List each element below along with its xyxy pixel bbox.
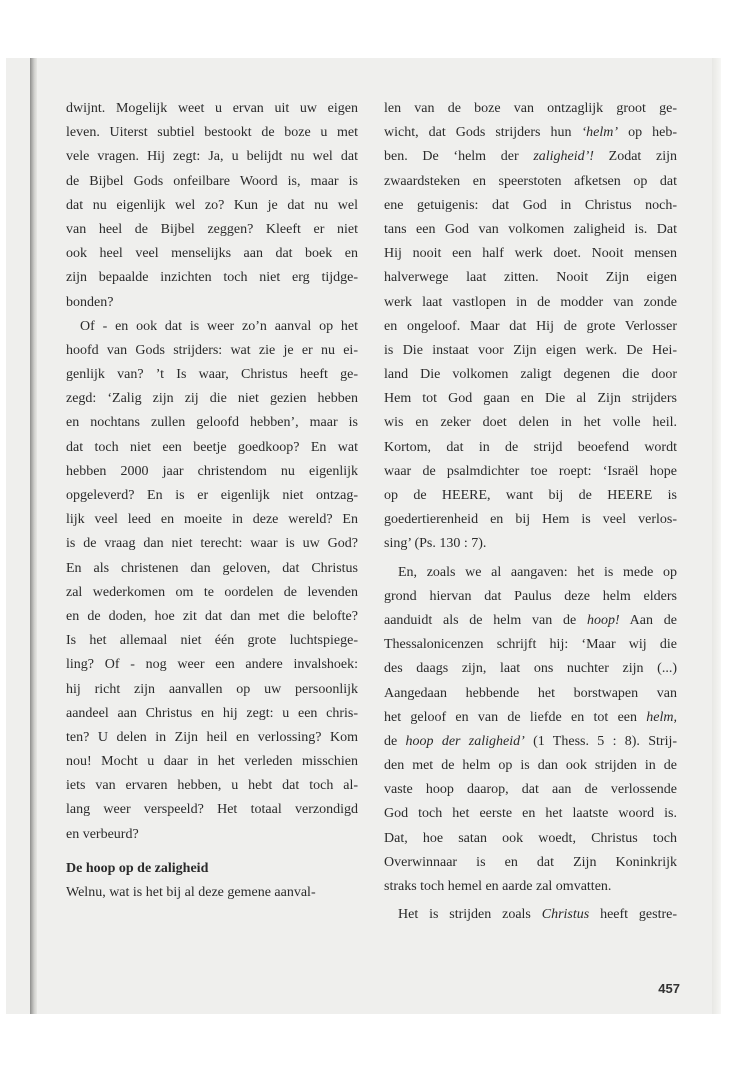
text-line: ben. De ‘helm der zaligheid’! Zodat zijn	[384, 149, 677, 165]
text-line: hij richt zijn aanvallen op uw persoonlijk	[66, 681, 358, 697]
section-heading: De hoop op de zaligheid	[66, 860, 209, 876]
text-line: ook heel veel menselijks aan dat boek en	[66, 246, 358, 262]
text-line: hebben 2000 jaar christendom nu eigenlijk	[66, 463, 358, 479]
text-line: zal wederkomen om te oordelen de levenden	[66, 584, 358, 600]
text-line: en verbeurd?	[66, 826, 139, 842]
text-line: hoofd van Gods strijders: wat zie je er nu ei-	[66, 342, 358, 358]
text-line: tans een God van volkomen zaligheid is. Dat	[384, 221, 677, 237]
text-line: Hem tot God gaan en Die al Zijn strijders	[384, 391, 677, 407]
left-paragraph-1	[66, 97, 358, 315]
text-line: Overwinnaar is en dat Zijn Koninkrijk	[384, 854, 677, 870]
text-line: ene getuigenis: dat God in Christus noch-	[384, 197, 677, 213]
text-line: dat toch niet een beetje goedkoop? En wat	[66, 439, 358, 455]
text-line: land Die volkomen zaligt degenen die door	[384, 367, 677, 383]
text-line: Het is strijden zoals Christus heeft gestre-	[398, 907, 678, 923]
text-line: vele vragen. Hij zegt: Ja, u belijdt nu wel dat	[66, 149, 358, 165]
text-line: leven. Uiterst subtiel bestookt de boze u met	[66, 125, 358, 141]
left-paragraph-2	[66, 315, 358, 847]
text-line: En als christenen dan geloven, dat Christus	[66, 560, 358, 576]
text-line: dwijnt. Mogelijk weet u ervan uit uw eigen	[66, 101, 358, 116]
text-line: Aangedaan hebbende het borstwapen van	[384, 685, 677, 701]
text-line: opgeleverd? En is er eigenlijk niet ontzag-	[66, 488, 358, 503]
text-line: Thessalonicenzen schrijft hij: ‘Maar wij die	[384, 637, 677, 653]
text-line: des daags zijn, laat ons nuchter zijn (...)	[384, 661, 677, 677]
text-line: en de doden, hoe zit dat dan met die belofte?	[66, 608, 358, 624]
text-line: ling? Of - nog weer een andere invalshoek:	[66, 657, 358, 673]
text-line: lang weer verspeeld? Het totaal verzondigd	[66, 802, 358, 818]
text-line: Of - en ook dat is weer zo’n aanval op het	[80, 318, 358, 334]
text-line: zijn bepaalde inzichten toch niet erg tijdge-	[66, 270, 358, 286]
text-line: halverwege laat zitten. Nooit Zijn eigen	[384, 270, 677, 286]
text-line: werk laat vastlopen in de modder van zonde	[384, 294, 677, 310]
text-line: Hij nooit een half werk doet. Nooit mensen	[384, 246, 677, 262]
text-line: dat nu eigenlijk wel zo? Kun je dat nu wel	[66, 197, 358, 213]
page-edge	[712, 58, 721, 1014]
text-line: En, zoals we al aangaven: het is mede op	[398, 564, 677, 580]
text-line: wicht, dat Gods strijders hun ‘helm’ op heb-	[384, 125, 677, 141]
text-line: len van de boze van ontzaglijk groot ge-	[384, 101, 677, 116]
text-line: van heel de Bijbel zeggen? Kleeft er niet	[66, 221, 358, 237]
text-line: het geloof en van de liefde en tot een helm,	[384, 709, 677, 725]
text-line: den met de helm op is dan ook strijden in de	[384, 758, 677, 774]
text-line: waar de psalmdichter toe roept: ‘Israël hope	[384, 463, 677, 479]
text-line: op de HEERE, want bij de HEERE is	[384, 488, 677, 503]
text-line: Kortom, dat in de strijd beoefend wordt	[384, 439, 677, 455]
text-line: vaste hoop daarop, dat aan de verlossende	[384, 782, 677, 798]
text-line: de hoop der zaligheid’ (1 Thess. 5 : 8). Strij-	[384, 733, 678, 749]
text-line: iets van ervaren hebben, u hebt dat toch al-	[66, 778, 358, 794]
right-column	[384, 97, 677, 927]
text-line: Is het allemaal niet één grote luchtspiege-	[66, 633, 358, 649]
text-line: lijk veel leed en moeite in deze wereld? En	[66, 512, 358, 528]
page-number: 457	[658, 981, 680, 996]
text-line: sing’ (Ps. 130 : 7).	[384, 536, 487, 552]
text-line: Dat, hoe satan ook woedt, Christus toch	[384, 830, 677, 846]
text-line: zegd: ‘Zalig zijn zij die niet gezien hebben	[66, 391, 358, 407]
text-line: de Bijbel Gods onfeilbare Woord is, maar is	[66, 173, 358, 189]
text-line: nou! Mocht u daar in het verleden misschien	[66, 754, 358, 770]
text-line: bonden?	[66, 294, 114, 310]
text-line: en nochtans zullen geloofd hebben’, maar is	[66, 415, 358, 431]
text-line: God toch het eerste en het laatste woord is.	[384, 806, 677, 822]
text-line: wis en zeker doet delen in het volle heil.	[384, 415, 677, 431]
text-line: genlijk van? ’t Is waar, Christus heeft ge-	[66, 367, 358, 383]
text-line: straks toch hemel en aarde zal omvatten.	[384, 879, 612, 894]
text-line: is de vraag dan niet terecht: waar is uw God?	[66, 536, 358, 552]
text-line: is Die instaat voor Zijn eigen werk. De Hei-	[384, 342, 677, 358]
text-line: grond hiervan dat Paulus deze helm elders	[384, 588, 677, 604]
text-line: ten? U delen in Zijn heil en verlossing? Kom	[66, 729, 358, 745]
book-spine	[30, 58, 37, 1014]
text-line: aanduidt als de helm van de hoop! Aan de	[384, 612, 677, 628]
text-line: zwaardsteken en speerstoten afketsen op dat	[384, 173, 677, 189]
text-line: en ongeloof. Maar dat Hij de grote Verlosser	[384, 318, 677, 334]
text-line: aandeel aan Christus en hij zegt: u een chris-	[66, 705, 358, 721]
text-line: goedertierenheid en bij Hem is veel verlos-	[384, 512, 677, 528]
text-line: Welnu, wat is het bij al deze gemene aanval-	[66, 885, 316, 900]
left-column	[66, 97, 358, 905]
